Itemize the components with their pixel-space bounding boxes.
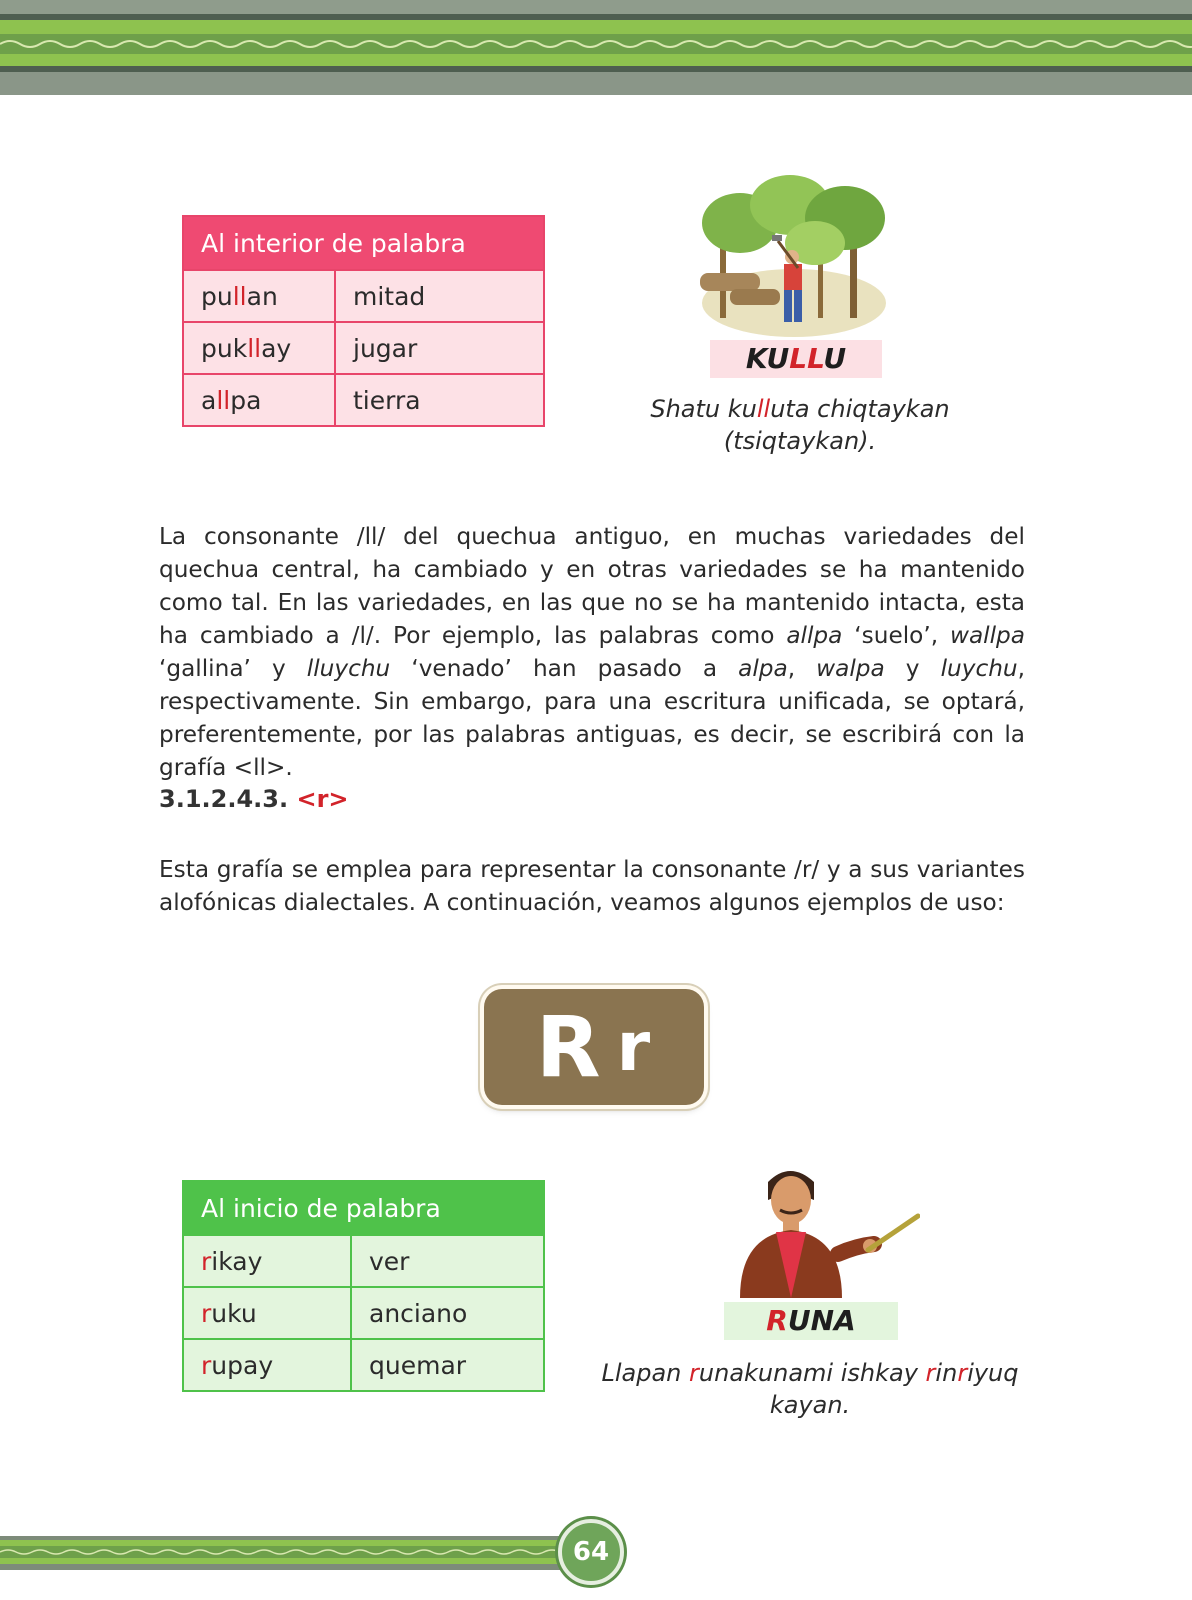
runa-word-label: RUNA (724, 1302, 898, 1340)
runa-caption: Llapan runakunami ishkay rinriyuq kayan. (601, 1359, 1019, 1419)
table-row (183, 374, 544, 426)
table-row (183, 1235, 544, 1287)
word-meaning: quemar (351, 1339, 544, 1391)
table-row (183, 270, 544, 322)
interior-word-table (182, 215, 545, 427)
table-row (183, 1339, 544, 1391)
word-meaning: tierra (335, 374, 544, 426)
table-row (183, 1287, 544, 1339)
quechua-word: rikay (183, 1235, 351, 1287)
word-meaning: jugar (335, 322, 544, 374)
word-meaning: ver (351, 1235, 544, 1287)
initial-word-table (182, 1180, 545, 1392)
section-grapheme: <r> (296, 785, 349, 813)
letter-upper: R (535, 998, 603, 1096)
paragraph-ll-consonant: La consonante /ll/ del quechua antiguo, en muchas variedades del quechua central, ha cambiado y en otras variedades se ha mantenido como tal. En las variedades, en las que no se ha mantenido intacta, esta ha cambiado a /l/. Por ejemplo, las palabras como allpa ‘suelo’, wallpa ‘gallina’ y lluychu ‘venado’ han pasado a alpa, walpa y luychu, respectivamente. Sin embargo, para una escritura unificada, se optará, preferentemente, por las palabras antiguas, es decir, se escribirá con la grafía <ll>. (159, 523, 1025, 781)
paragraph-r-consonant: Esta grafía se emplea para representar la consonante /r/ y a sus variantes alofónicas dialectales. A continuación, veamos algunos ejemplos de uso: (159, 856, 1025, 916)
woodcutter-illustration (700, 173, 888, 338)
word-meaning: mitad (335, 270, 544, 322)
kullu-caption: Shatu kulluta chiqtaykan (tsiqtaykan). (650, 395, 950, 455)
letter-lower: r (616, 1007, 653, 1087)
quechua-word: pullan (183, 270, 335, 322)
header-decorative-band (0, 0, 1192, 95)
kullu-word-label: KULLU (710, 340, 882, 378)
quechua-word: ruku (183, 1287, 351, 1339)
table-row (183, 322, 544, 374)
table-header: Al interior de palabra (183, 216, 544, 270)
section-number: 3.1.2.4.3. (159, 785, 289, 813)
table-header: Al inicio de palabra (183, 1181, 544, 1235)
quechua-word: allpa (183, 374, 335, 426)
quechua-word: rupay (183, 1339, 351, 1391)
letter-r-badge (484, 989, 704, 1105)
teacher-illustration (720, 1158, 920, 1298)
word-meaning: anciano (351, 1287, 544, 1339)
quechua-word: pukllay (183, 322, 335, 374)
page-number: 64 (558, 1519, 624, 1585)
section-heading (159, 785, 349, 813)
